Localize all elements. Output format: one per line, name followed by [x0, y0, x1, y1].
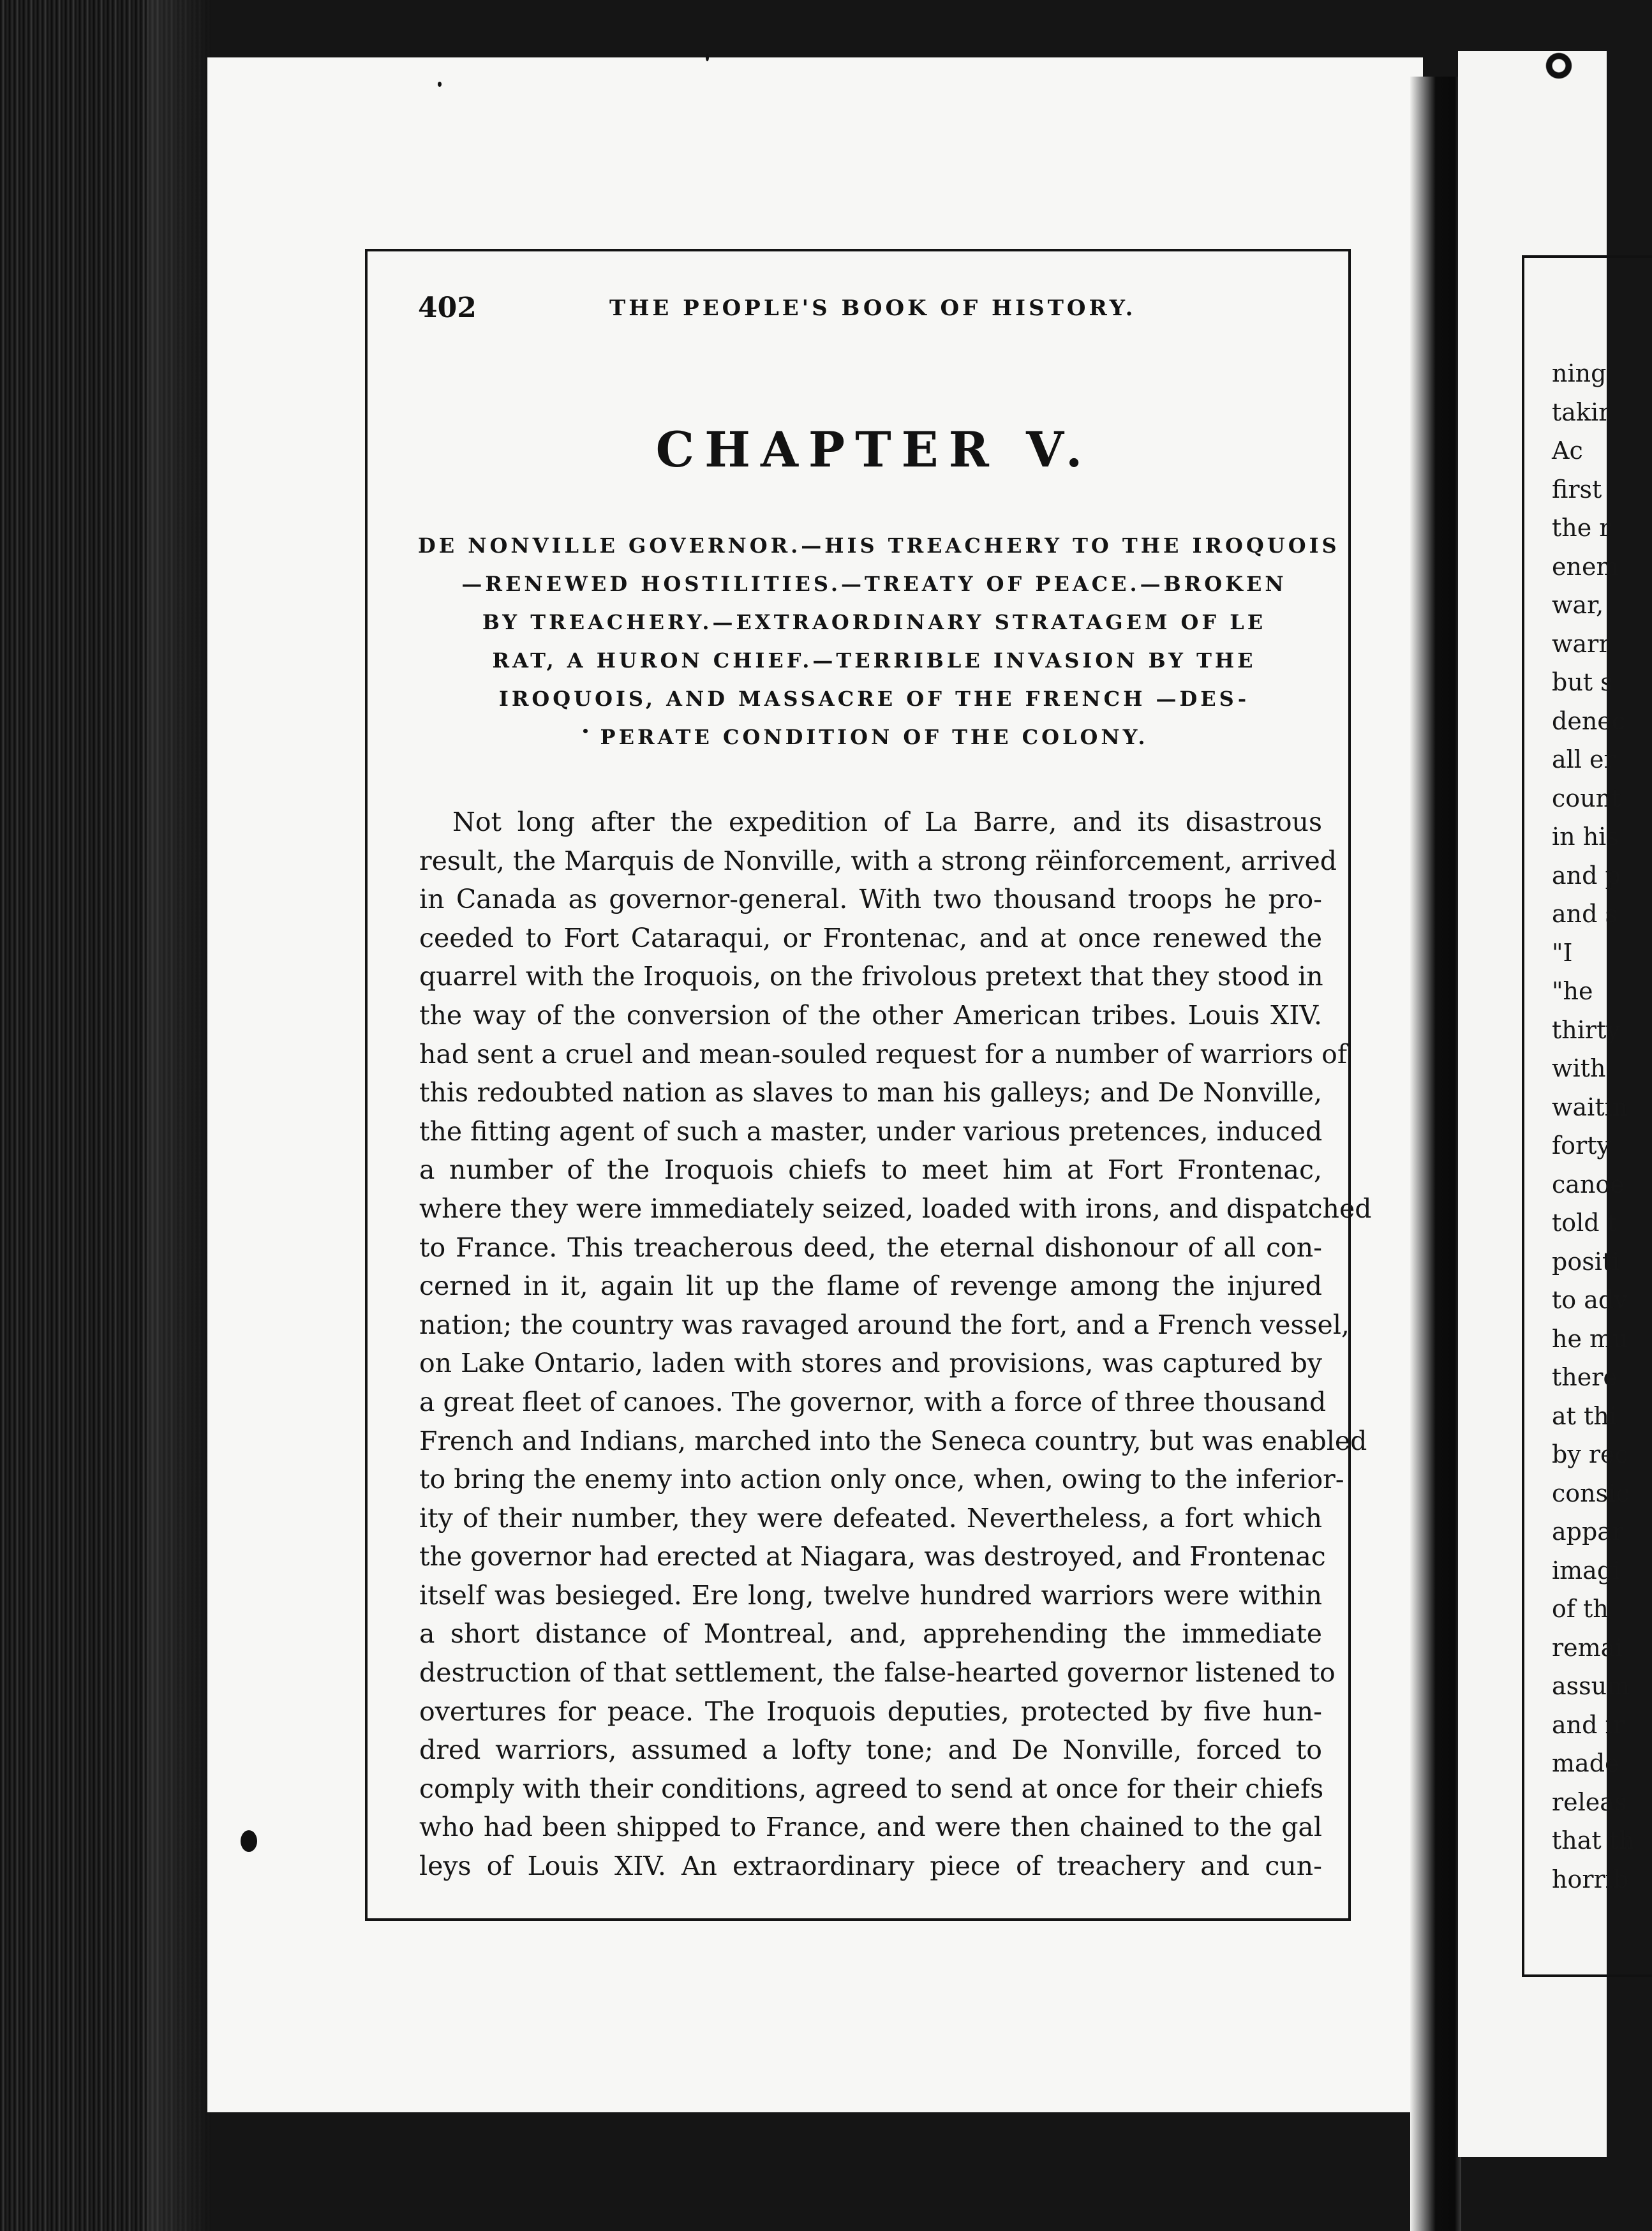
summary-line: IROQUOIS, AND MASSACRE OF THE FRENCH —DES-	[498, 687, 1250, 711]
page-number: 402	[418, 292, 477, 324]
facing-line-fragment: but s	[1552, 668, 1613, 696]
facing-line-fragment: he mu	[1552, 1324, 1628, 1353]
body-line: itself was besieged. Ere long, twelve hundred warriors were within	[419, 1579, 1322, 1611]
facing-line-fragment: denec	[1552, 706, 1626, 735]
facing-line-fragment: all er	[1552, 745, 1616, 773]
body-line: leys of Louis XIV. An extraordinary piece of treachery and cun-	[419, 1851, 1322, 1882]
facing-line-fragment: that th	[1552, 1826, 1635, 1854]
summary-line: RAT, A HURON CHIEF.—TERRIBLE INVASION BY THE	[492, 648, 1256, 673]
ink-speck	[438, 82, 442, 87]
body-line: destruction of that settlement, the false-hearted governor listened to	[419, 1657, 1336, 1689]
facing-line-fragment: count	[1552, 784, 1621, 812]
chapter-summary	[418, 526, 1340, 756]
facing-line-fragment: the r	[1552, 514, 1611, 542]
body-line: a number of the Iroquois chiefs to meet him at Fort Frontenac,	[419, 1154, 1322, 1186]
body-line: this redoubted nation as slaves to man his galleys; and De Nonville,	[419, 1077, 1322, 1108]
summary-line: DE NONVILLE GOVERNOR.—HIS TREACHERY TO THE IROQUOIS	[418, 534, 1340, 558]
body-line: result, the Marquis de Nonville, with a strong rëinforcement, arrived	[419, 845, 1337, 876]
facing-line-fragment: horrib	[1552, 1865, 1629, 1893]
body-line: to France. This treacherous deed, the eternal dishonour of all con-	[419, 1232, 1322, 1263]
facing-line-fragment: first	[1552, 475, 1602, 504]
body-line: comply with their conditions, agreed to send at once for their chiefs	[419, 1773, 1324, 1804]
ink-speck	[706, 54, 709, 61]
facing-line-fragment: "I	[1552, 938, 1573, 967]
facing-line-fragment: and p	[1552, 861, 1621, 890]
facing-line-fragment: by rec	[1552, 1440, 1628, 1468]
summary-line: —RENEWED HOSTILITIES.—TREATY OF PEACE.—BROKEN	[461, 572, 1287, 596]
facing-line-fragment: remai	[1552, 1633, 1623, 1662]
facing-line-fragment: waitin	[1552, 1093, 1628, 1121]
book-binding	[0, 0, 211, 2231]
body-line: in Canada as governor-general. With two thousand troops he pro-	[419, 884, 1322, 915]
facing-line-fragment: thirty	[1552, 1015, 1620, 1044]
body-line: a great fleet of canoes. The governor, with a force of three thousand	[419, 1386, 1327, 1417]
body-line: ceeded to Fort Cataraqui, or Frontenac, and at once renewed the	[419, 922, 1322, 953]
facing-line-fragment: enem	[1552, 552, 1619, 581]
body-line: Not long after the expedition of La Barre, and its disastrous	[452, 807, 1322, 837]
body-line: nation; the country was ravaged around the fort, and a French vessel,	[419, 1309, 1350, 1340]
body-line: ity of their number, they were defeated. Nevertheless, a fort which	[419, 1502, 1322, 1533]
running-head	[418, 292, 1324, 330]
facing-line-fragment: "he	[1552, 977, 1593, 1005]
facing-line-fragment: canoe	[1552, 1170, 1625, 1198]
facing-line-fragment: forty	[1552, 1131, 1611, 1160]
facing-line-fragment: imagi	[1552, 1556, 1621, 1585]
body-line: a short distance of Montreal, and, apprehending the immediate	[419, 1618, 1322, 1650]
facing-page-text	[1552, 354, 1635, 1899]
body-line: the governor had erected at Niagara, was destroyed, and Frontenac	[419, 1541, 1326, 1572]
body-line: quarrel with the Iroquois, on the frivolous pretext that they stood in	[419, 961, 1323, 992]
facing-line-fragment: of th	[1552, 1595, 1609, 1623]
facing-line-fragment: made	[1552, 1749, 1619, 1777]
facing-line-fragment: war,	[1552, 591, 1604, 619]
body-line: cerned in it, again lit up the flame of revenge among the injured	[419, 1271, 1322, 1302]
page-gutter	[1410, 77, 1461, 2231]
book-title: THE PEOPLE'S BOOK OF HISTORY.	[609, 295, 1136, 321]
facing-line-fragment: there	[1552, 1363, 1618, 1391]
body-line: where they were immediately seized, loaded with irons, and dispatched	[419, 1193, 1372, 1224]
summary-line: PERATE CONDITION OF THE COLONY.	[600, 725, 1149, 749]
body-line: on Lake Ontario, laden with stores and provisions, was captured by	[419, 1348, 1322, 1379]
facing-line-fragment: told t	[1552, 1209, 1617, 1237]
facing-line-fragment: consic	[1552, 1479, 1630, 1507]
facing-line-fragment: appar	[1552, 1518, 1624, 1546]
facing-line-fragment: and s	[1552, 900, 1618, 928]
body-line: French and Indians, marched into the Seneca country, but was enabled	[419, 1425, 1367, 1456]
summary-line: BY TREACHERY.—EXTRAORDINARY STRATAGEM OF LE	[482, 610, 1267, 634]
facing-line-fragment: Ac	[1552, 436, 1583, 465]
ink-speck	[583, 729, 588, 733]
facing-line-fragment: with	[1552, 1054, 1606, 1082]
body-line: the way of the conversion of the other American tribes. Louis XIV.	[419, 999, 1322, 1031]
chapter-title: CHAPTER V.	[655, 421, 1093, 478]
facing-line-fragment: ning	[1552, 359, 1607, 387]
corner-ink-mark	[1544, 51, 1574, 80]
body-line: who had been shipped to France, and were then chained to the gal	[419, 1812, 1322, 1843]
facing-line-fragment: takir	[1552, 398, 1611, 426]
facing-line-fragment: in his	[1552, 823, 1619, 851]
body-line: to bring the enemy into action only once, when, owing to the inferior-	[419, 1464, 1344, 1495]
body-line: had sent a cruel and mean-souled request for a number of warriors of	[419, 1038, 1348, 1070]
body-line: dred warriors, assumed a lofty tone; and De Nonville, forced to	[419, 1735, 1322, 1766]
facing-line-fragment: releas	[1552, 1787, 1627, 1816]
facing-line-fragment: and ir	[1552, 1710, 1625, 1739]
facing-line-fragment: to adv	[1552, 1286, 1628, 1314]
chapter-body	[419, 803, 1372, 1886]
facing-line-fragment: at thi	[1552, 1401, 1617, 1430]
facing-line-fragment: positi	[1552, 1247, 1620, 1276]
facing-line-fragment: assum	[1552, 1672, 1630, 1700]
facing-line-fragment: warr	[1552, 629, 1611, 658]
body-line: the fitting agent of such a master, under various pretences, induced	[419, 1116, 1323, 1147]
body-line: overtures for peace. The Iroquois deputies, protected by five hun-	[419, 1696, 1322, 1727]
ink-speck	[241, 1830, 257, 1852]
